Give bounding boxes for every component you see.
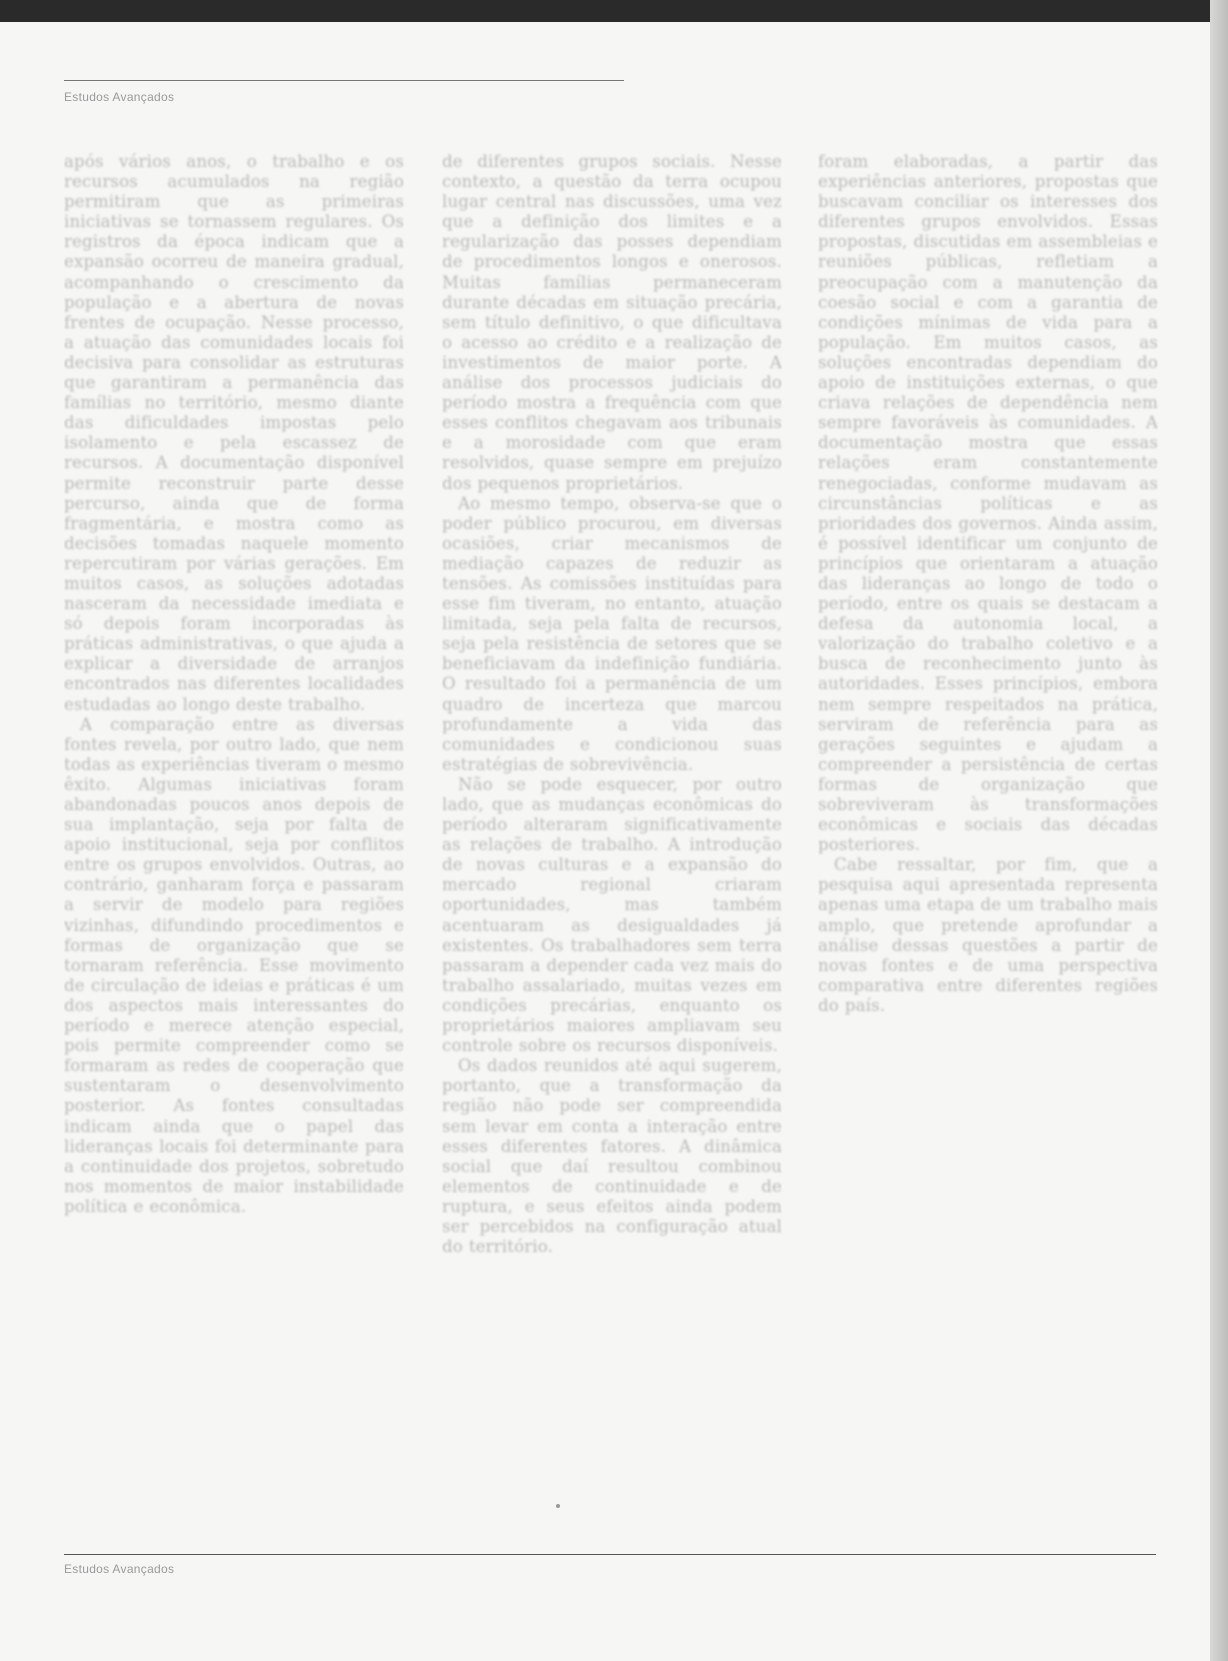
scan-right-edge <box>1210 0 1228 1661</box>
paragraph: Os dados reunidos até aqui sugerem, portanto, que a transformação da região não pode ser compreendida sem levar em conta a interação entre esses diferentes fatores. A dinâmica social que daí resultou combinou elementos de continuidade e de ruptura, e seus efeitos ainda podem ser percebidos na configuração atual do território. <box>442 1056 782 1257</box>
paragraph: Ao mesmo tempo, observa-se que o poder público procurou, em diversas ocasiões, criar mecanismos de mediação capazes de reduzir as tensões. As comissões instituídas para esse fim tiveram, no entanto, atuação limitada, seja pela falta de recursos, seja pela resistência de setores que se beneficiavam da indefinição fundiária. O resultado foi a permanência de um quadro de incerteza que marcou profundamente a vida das comunidades e condicionou suas estratégias de sobrevivência. <box>442 493 782 774</box>
paragraph: foram elaboradas, a partir das experiências anteriores, propostas que buscavam conciliar os interesses dos diferentes grupos envolvidos. Essas propostas, discutidas em assembleias e reuniões públicas, refletiam a preocupação com a manutenção da coesão social e com a garantia de condições mínimas de vida para a população. Em muitos casos, as soluções encontradas dependiam do apoio de instituições externas, o que criava relações de dependência nem sempre favoráveis às comunidades. A documentação mostra que essas relações eram constantemente renegociadas, conforme mudavam as circunstâncias políticas e as prioridades dos governos. Ainda assim, é possível identificar um conjunto de princípios que orientaram a atuação das lideranças ao longo de todo o período, entre os quais se destacam a defesa da autonomia local, a valorização do trabalho coletivo e a busca de reconhecimento junto às autoridades. Esses princípios, embora nem sempre respeitados na prática, serviram de referência para as gerações seguintes e ajudam a compreender a persistência de certas formas de organização que sobreviveram às transformações econômicas e sociais das décadas posteriores. <box>818 152 1158 855</box>
scan-top-edge <box>0 0 1228 22</box>
footer-rule <box>64 1554 1156 1555</box>
text-column-3 <box>818 152 1158 1552</box>
paragraph: de diferentes grupos sociais. Nesse contexto, a questão da terra ocupou lugar central nas discussões, uma vez que a definição dos limites e a regularização das posses dependiam de procedimentos longos e onerosos. Muitas famílias permaneceram durante décadas em situação precária, sem título definitivo, o que dificultava o acesso ao crédito e a realização de investimentos de maior porte. A análise dos processos judiciais do período mostra a frequência com que esses conflitos chegavam aos tribunais e a morosidade com que eram resolvidos, quase sempre em prejuízo dos pequenos proprietários. <box>442 152 782 493</box>
paragraph: A comparação entre as diversas fontes revela, por outro lado, que nem todas as experiências tiveram o mesmo êxito. Algumas iniciativas foram abandonadas poucos anos depois de sua implantação, seja por falta de apoio institucional, seja por conflitos entre os grupos envolvidos. Outras, ao contrário, ganharam força e passaram a servir de modelo para regiões vizinhas, difundindo procedimentos e formas de organização que se tornaram referência. Esse movimento de circulação de ideias e práticas é um dos aspectos mais interessantes do período e merece atenção especial, pois permite compreender como se formaram as redes de cooperação que sustentaram o desenvolvimento posterior. As fontes consultadas indicam ainda que o papel das lideranças locais foi determinante para a continuidade dos projetos, sobretudo nos momentos de maior instabilidade política e econômica. <box>64 714 404 1216</box>
scan-speck <box>556 1504 560 1508</box>
footer-text: Estudos Avançados <box>64 1562 175 1576</box>
header-rule <box>64 80 624 81</box>
paragraph: após vários anos, o trabalho e os recursos acumulados na região permitiram que as primeiras iniciativas se tornassem regulares. Os registros da época indicam que a expansão ocorreu de maneira gradual, acompanhando o crescimento da população e a abertura de novas frentes de ocupação. Nesse processo, a atuação das comunidades locais foi decisiva para consolidar as estruturas que garantiram a permanência das famílias no território, mesmo diante das dificuldades impostas pelo isolamento e pela escassez de recursos. A documentação disponível permite reconstruir parte desse percurso, ainda que de forma fragmentária, e mostra como as decisões tomadas naquele momento repercutiram por várias gerações. Em muitos casos, as soluções adotadas nasceram da necessidade imediata e só depois foram incorporadas às práticas administrativas, o que ajuda a explicar a diversidade de arranjos encontrados nas diferentes localidades estudadas ao longo deste trabalho. <box>64 152 404 714</box>
text-column-1 <box>64 152 404 1552</box>
text-column-2 <box>442 152 782 1552</box>
running-head: Estudos Avançados <box>64 90 175 104</box>
paragraph: Não se pode esquecer, por outro lado, que as mudanças econômicas do período alteraram significativamente as relações de trabalho. A introdução de novas culturas e a expansão do mercado regional criaram oportunidades, mas também acentuaram as desigualdades já existentes. Os trabalhadores sem terra passaram a depender cada vez mais do trabalho assalariado, muitas vezes em condições precárias, enquanto os proprietários maiores ampliavam seu controle sobre os recursos disponíveis. <box>442 774 782 1056</box>
paragraph: Cabe ressaltar, por fim, que a pesquisa aqui apresentada representa apenas uma etapa de um trabalho mais amplo, que pretende aprofundar a análise dessas questões a partir de novas fontes e de uma perspectiva comparativa entre diferentes regiões do país. <box>818 855 1158 1015</box>
